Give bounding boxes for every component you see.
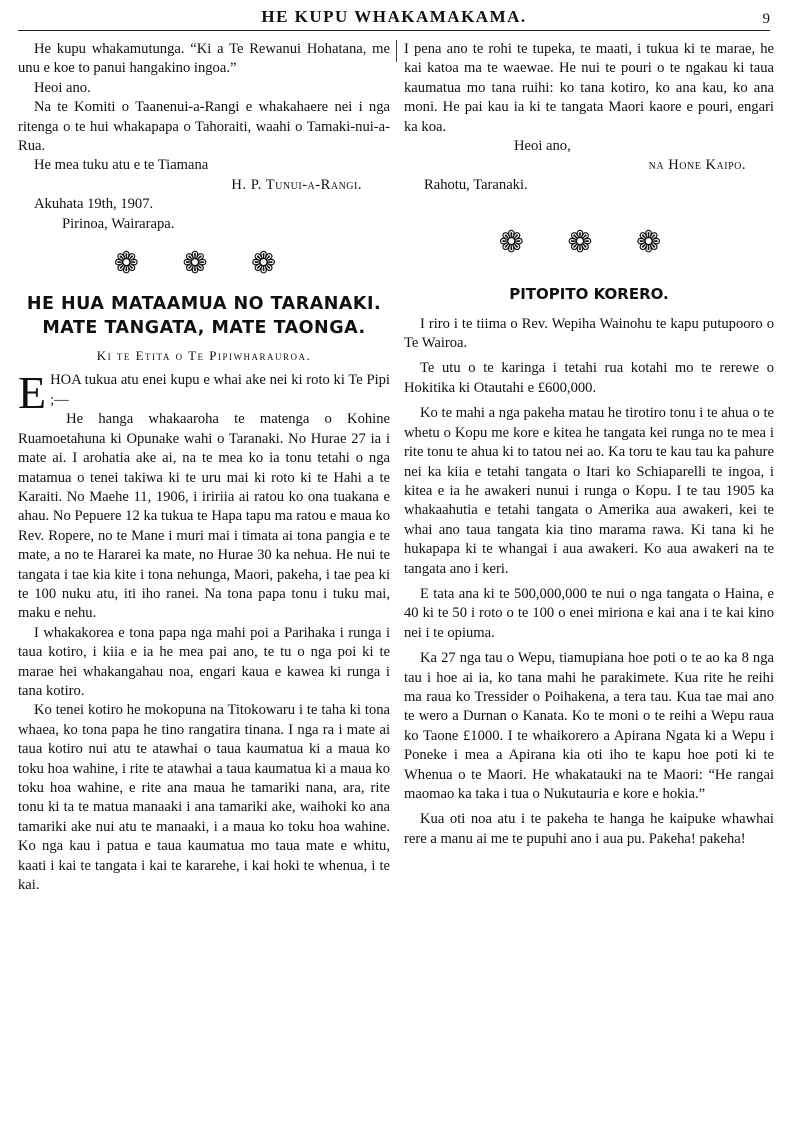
page-header	[18, 4, 770, 31]
news-item: E tata ana ki te 500,000,000 te nui o nga tangata o Haina, e 40 ki te 50 i roto o te 100 o enei miriona e kai ana i te kai kino nei i te opiuma.	[404, 585, 774, 641]
article-paragraph: I whakakorea e tona papa nga mahi poi a Parihaka i runga i taua kotiro, i kiia e ia he mea pai ano, te tu o nga poi ki te marae hei whakangahau noa, engari kaua e kawea ki runga i tana kotiro.	[18, 624, 390, 699]
letter-closing: Heoi ano,	[514, 138, 571, 155]
news-item: Te utu o te karinga i tetahi rua kotahi mo te rerewe o Hokitika ki Otautahi e £600,000.	[404, 360, 774, 396]
column-divider	[396, 40, 397, 62]
running-title: HE KUPU WHAKAMAKAMA.	[261, 7, 527, 26]
news-item: Kua oti noa atu i te pakeha te hanga he kaipuke whawhai rere a manu ai me te pupuhi ano i aua pu. Pakeha! pakeha!	[404, 811, 774, 847]
article-byline: Ki te Etita o Te Pipiwharauroa.	[96, 348, 312, 364]
right-column	[404, 40, 774, 1132]
section-title: PITOPITO KORERO.	[509, 285, 669, 304]
page-number: 9	[762, 11, 770, 27]
intro-paragraph: Heoi ano.	[34, 79, 91, 96]
news-item: Ka 27 nga tau o Wepu, tiamupiana hoe poti o te ao ka 8 nga tau i hoe ai ia, ko tana mahi he parakimete. Kua rite he reihi ma raua ko Tressider o Poihakena, a tera tau. Kua tae mai ano te wero a Durnan o Kanata. Ko te moni o te reihi a Wepu raua ko Taone £1000. I te whaikorero a Apirana Ngata ki a Wepu i Poneke i mea a Apirana kia oti iho te kapu hoe poti ki te Whenua o te Maori. He whakatauki na te Maori: “He rangai maomao ka taka i tua o Nukutauria e kore e hokia.”	[404, 650, 774, 802]
article-title-line2: MATE TANGATA, MATE TAONGA.	[42, 318, 366, 339]
date-line: Akuhata 19th, 1907.	[34, 196, 154, 213]
intro-paragraph: He kupu whakamutunga. “Ki a Te Rewanui Hohatana, me unu e koe to panui hangakino ingoa.”	[18, 41, 390, 77]
ornament-divider: ❁ ❁ ❁	[498, 226, 680, 260]
opening-text: HOA tukua atu enei kupu e whai ake nei ki roto ki Te Pipi ;—	[50, 372, 390, 408]
intro-paragraph: He mea tuku atu e te Tiamana	[34, 157, 209, 174]
signature: H. P. Tunui-a-Rangi.	[231, 176, 362, 193]
letter-signature: na Hone Kaipo.	[648, 157, 746, 174]
letter-place: Rahotu, Taranaki.	[424, 176, 528, 193]
left-column	[18, 40, 390, 1132]
letter-paragraph: I pena ano te rohi te tupeka, te maati, i tukua ki te marae, he kai katoa ma te waewae. He nui te pouri o te ngakau ki taua kaumatua mo tana ruihi: ko tana kotiro, ko ana kau, ko ana moni. He pai kau ia ki te tangata Maori kaore e pouri, engari ka koa.	[404, 41, 774, 135]
article-title-line1: HE HUA MATAAMUA NO TARANAKI.	[26, 294, 382, 315]
news-item: Ko te mahi a nga pakeha matau he tirotiro tonu i te ahua o te whetu o Kopu me kore e kitea he tangata kei runga no te mea i rite tonu te ahua ki to tatou nei ao. Ka toru te kau tau ka pahure nei ka kiia e tetahi tangata o Itari ko Schiaparelli te ingoa, i kitea e ia he awakeri nunui i runga o Kopu. I te tau 1905 ka whakaahutia e tetahi tangata o Amerika aua awakeri, kei te whai ano taua tangata kia tino marama rawa. Ki tana ki he hukapapa ki te whangai i aua awakeri. Ko aua awakeri na te tangata ano i keri.	[404, 405, 774, 577]
place-line: Pirinoa, Wairarapa.	[62, 215, 175, 232]
article-paragraph: He hanga whakaaroha te matenga o Kohine Ruamoetahuna ki Opunake wahi o Taranaki. No Hurae 27 ia i mate ai. I arohatia ake ai, na te mea ko ia tonu tetahi o nga matamua o tenei takiwa ki te uru mai ki roto ki te Hahi a te Karaiti. No Maehe 11, 1906, i iririia ai ratou ko ona tuakana e ahau. No Pepuere 12 ka tukua te Hapa tapu ma ratou e maua ko Rev. Ropere, no te Mane i muri mai i timata ai tona pangia e te mate, a no te Hararei ka mate, no Hurae 30 ka nehua. He nui te tangata i tae kia kite i tona nehunga, Maori, pakeha, i tae pea ki te 100 nuku atu, iti iho ranei. Na tona papa tonu i tuku mai, maku e nehu.	[18, 411, 390, 622]
intro-paragraph: Na te Komiti o Taanenui-a-Rangi e whakahaere nei i nga ritenga o te hui whakapapa o Tahoraiti, waahi o Tamaki-nui-a-Rua.	[18, 99, 390, 155]
drop-cap: E	[18, 367, 47, 419]
ornament-divider: ❁ ❁ ❁	[113, 247, 295, 281]
article-opening	[18, 367, 390, 419]
news-item: I riro i te tiima o Rev. Wepiha Wainohu te kapu putupooro o Te Wairoa.	[404, 315, 774, 352]
article-paragraph: Ko tenei kotiro he mokopuna na Titokowaru i te taha ki tona whaea, ko tona papa he tino rangatira tinana. I nga ra i mate ai taua kotiro nui atu te atawhai o taua kaumatua ki a maua ko toku hoa wahine, i rite te atawhai a taua kaumatua ki a maua ko toku hoa wahine, e rite ana maua he tamariki nana, ara, rite tonu ki ta te matua manaaki i ana tamariki ake, waihoki ko ana tamariki ake nui atu te manaaki, i a maua ko toku hoa wahine. Ko nga kau i patua e taua kaumatua mo taua mate e whitu, kaati i kai te tangata i kai te kararehe, i kai hoki te whenua, i te kai.	[18, 702, 390, 894]
